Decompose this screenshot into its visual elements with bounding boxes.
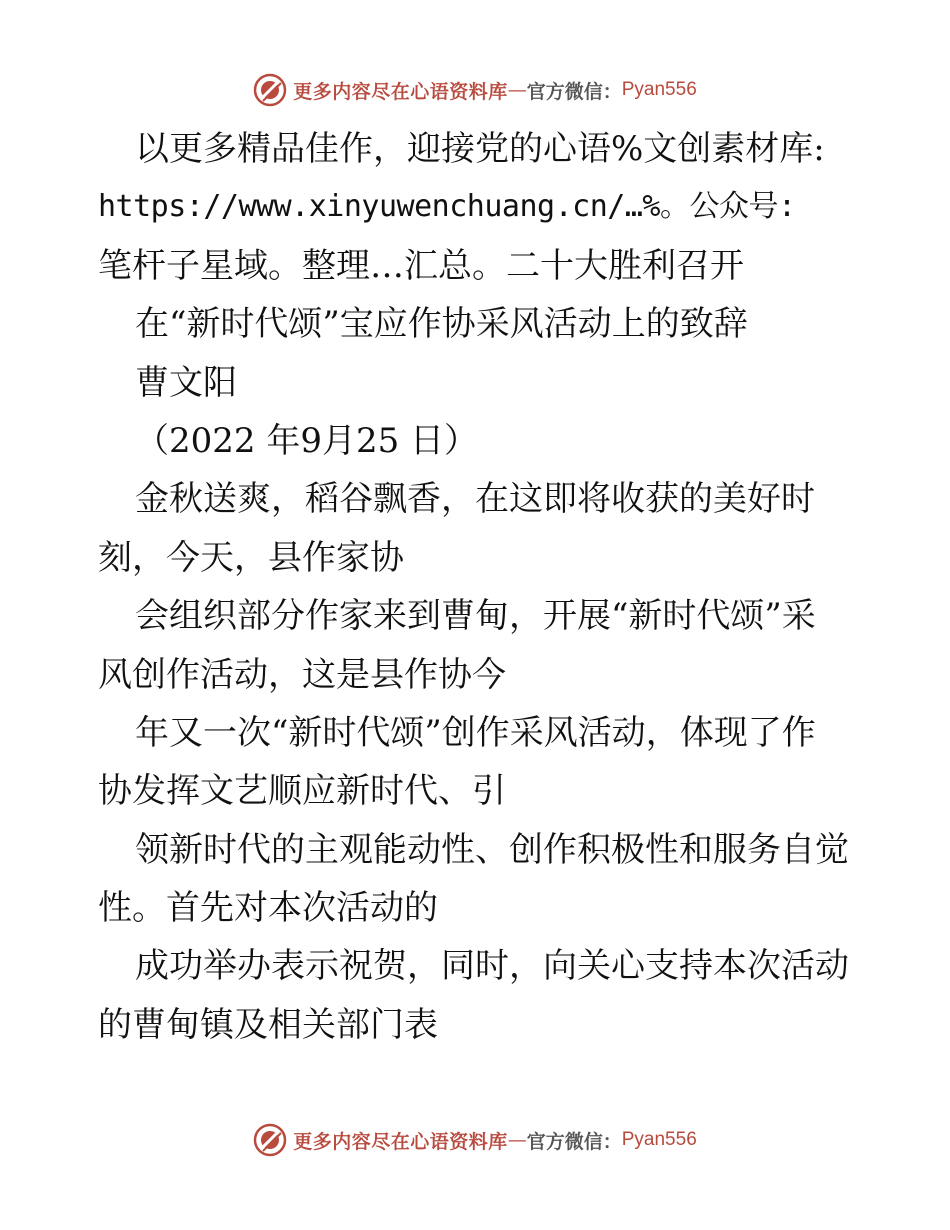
paragraph-line: 成功举办表示祝贺，同时，向关心支持本次活动 — [135, 946, 849, 987]
paragraph-line: 年又一次“新时代颂”创作采风活动，体现了作 — [135, 712, 816, 753]
document-date: （2022 年9月25 日） — [135, 420, 479, 461]
paragraph-line: 风创作活动，这是县作协今 — [98, 654, 506, 695]
banner-wechat-id: Pyan556 — [621, 1129, 697, 1150]
paragraph-line: 金秋送爽，稻谷飘香，在这即将收获的美好时 — [135, 479, 815, 520]
author-name: 曹文阳 — [135, 362, 237, 403]
document-title: 在“新时代颂”宝应作协采风活动上的致辞 — [135, 304, 748, 345]
paragraph-line: 的曹甸镇及相关部门表 — [98, 1004, 438, 1045]
banner-separator: — — [507, 1129, 527, 1151]
banner-text: 更多内容尽在心语资料库 — [293, 80, 508, 103]
banner-wechat-label: 官方微信： — [526, 80, 622, 103]
brand-logo-icon — [253, 1123, 287, 1157]
paragraph-line: 笔杆子星域。整理…汇总。二十大胜利召开 — [98, 245, 744, 286]
paragraph-line: 协发挥文艺顺应新时代、引 — [98, 771, 506, 812]
footer-banner — [0, 1120, 950, 1160]
banner-wechat-id: Pyan556 — [621, 79, 697, 100]
banner-separator: — — [507, 79, 527, 101]
brand-logo-icon — [253, 73, 287, 107]
banner-wechat-label: 官方微信： — [526, 1130, 622, 1153]
header-banner — [0, 70, 950, 110]
paragraph-line: 以更多精品佳作，迎接党的心语%文创素材库: — [135, 129, 825, 169]
document-body — [98, 120, 868, 1054]
paragraph-line: 领新时代的主观能动性、创作积极性和服务自觉 — [135, 829, 849, 870]
paragraph-line: 性。首先对本次活动的 — [98, 888, 438, 929]
paragraph-line: https://www.xinyuwenchuang.cn/…%。公众号: — [98, 189, 796, 225]
banner-text: 更多内容尽在心语资料库 — [293, 1130, 508, 1153]
paragraph-line: 刻，今天，县作家协 — [98, 537, 404, 578]
paragraph-line: 会组织部分作家来到曹甸，开展“新时代颂”采 — [135, 596, 816, 637]
